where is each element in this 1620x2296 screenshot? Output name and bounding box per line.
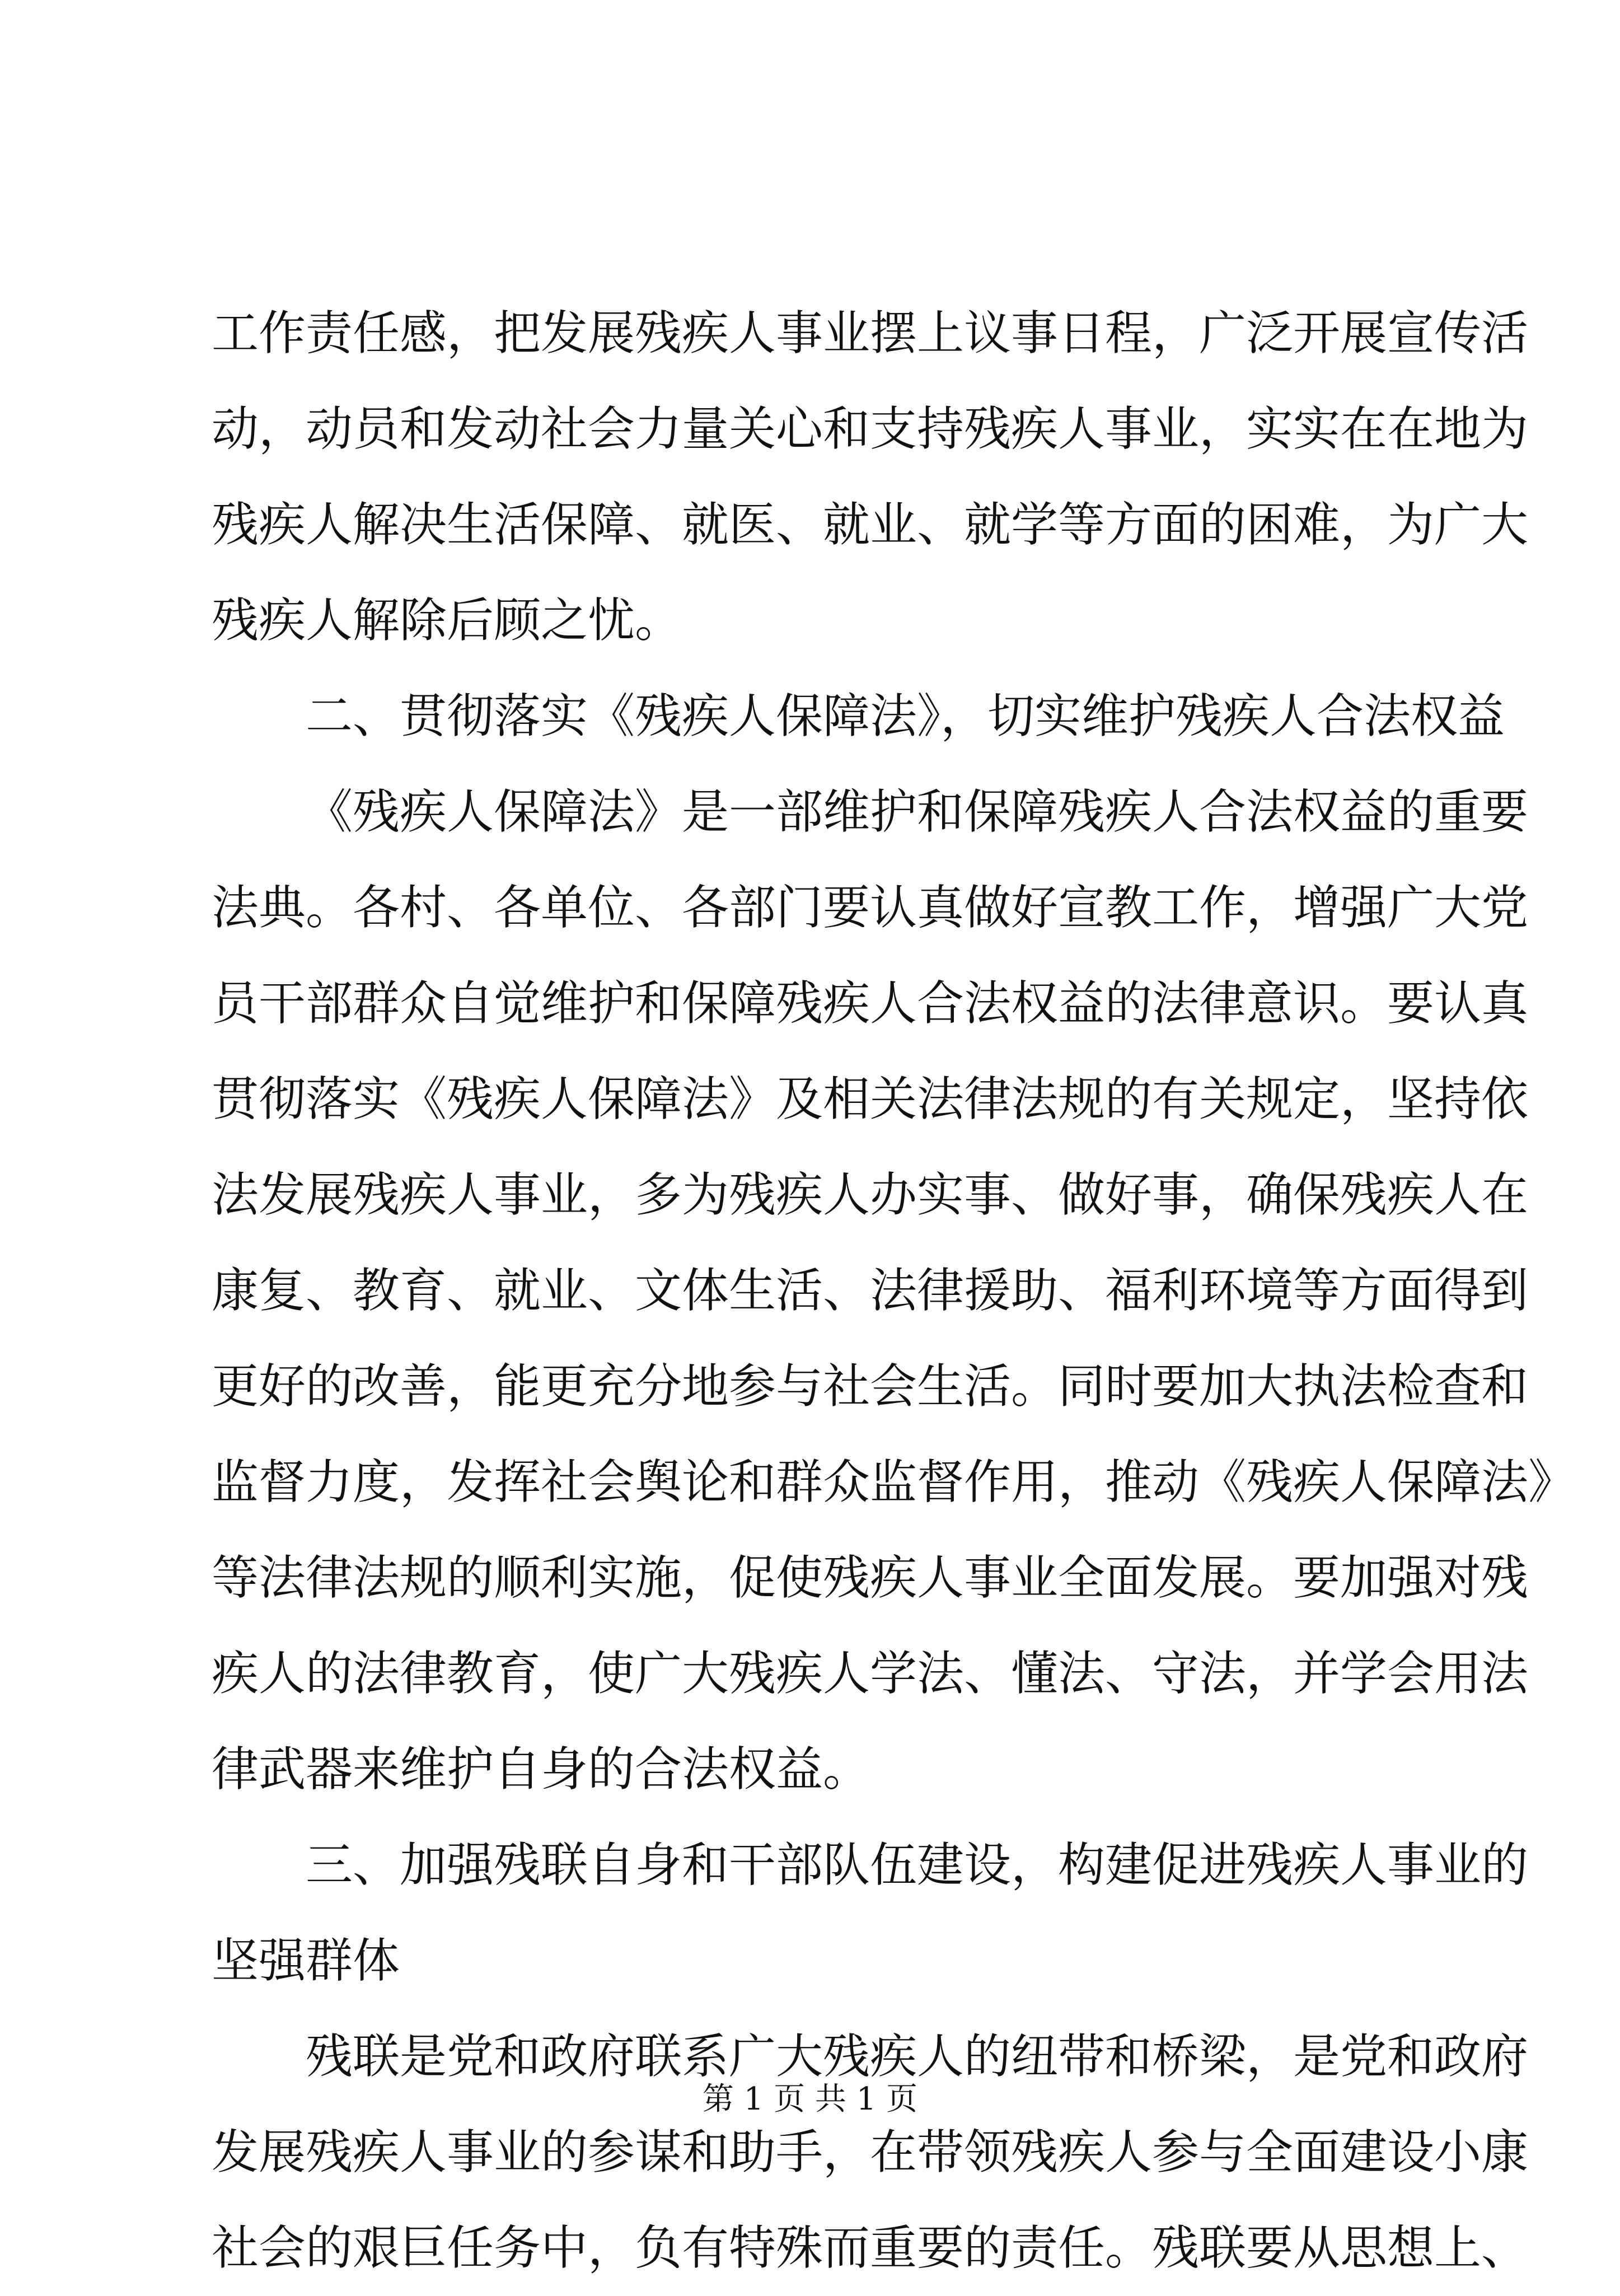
text-line: 律武器来维护自身的合法权益。 xyxy=(212,1742,870,1797)
text-line: 员干部群众自觉维护和保障残疾人合法权益的法律意识。要认真 xyxy=(212,976,1529,1031)
section-heading-continuation: 坚强群体 xyxy=(212,1933,400,1988)
document-body xyxy=(212,286,1576,2296)
page-footer: 第 1 页 共 1 页 xyxy=(702,2081,918,2117)
text-line: 《残疾人保障法》是一部维护和保障残疾人合法权益的重要 xyxy=(306,784,1529,839)
text-line: 残疾人解除后顾之忧。 xyxy=(212,593,682,648)
text-line: 贯彻落实《残疾人保障法》及相关法律法规的有关规定，坚持依 xyxy=(212,1072,1529,1126)
text-line: 疾人的法律教育，使广大残疾人学法、懂法、守法，并学会用法 xyxy=(212,1646,1529,1701)
section-heading: 三、加强残联自身和干部队伍建设，构建促进残疾人事业的 xyxy=(306,1837,1529,1892)
text-line: 动，动员和发动社会力量关心和支持残疾人事业，实实在在地为 xyxy=(212,401,1529,456)
text-line: 发展残疾人事业的参谋和助手，在带领残疾人参与全面建设小康 xyxy=(212,2125,1529,2180)
text-line: 康复、教育、就业、文体生活、法律援助、福利环境等方面得到 xyxy=(212,1263,1529,1318)
section-heading: 二、贯彻落实《残疾人保障法》，切实维护残疾人合法权益 xyxy=(306,689,1505,743)
text-line: 社会的艰巨任务中，负有特殊而重要的责任。残联要从思想上、 xyxy=(212,2220,1529,2275)
text-line: 残疾人解决生活保障、就医、就业、就学等方面的困难，为广大 xyxy=(212,497,1529,552)
text-line: 更好的改善，能更充分地参与社会生活。同时要加大执法检查和 xyxy=(212,1359,1529,1414)
text-line: 监督力度，发挥社会舆论和群众监督作用，推动《残疾人保障法》 xyxy=(212,1455,1576,1509)
text-line: 工作责任感，把发展残疾人事业摆上议事日程，广泛开展宣传活 xyxy=(212,306,1529,361)
text-line: 等法律法规的顺利实施，促使残疾人事业全面发展。要加强对残 xyxy=(212,1550,1529,1605)
text-line: 残联是党和政府联系广大残疾人的纽带和桥梁，是党和政府 xyxy=(306,2029,1529,2084)
text-line: 法发展残疾人事业，多为残疾人办实事、做好事，确保残疾人在 xyxy=(212,1167,1529,1222)
text-line: 法典。各村、各单位、各部门要认真做好宣教工作，增强广大党 xyxy=(212,880,1529,935)
